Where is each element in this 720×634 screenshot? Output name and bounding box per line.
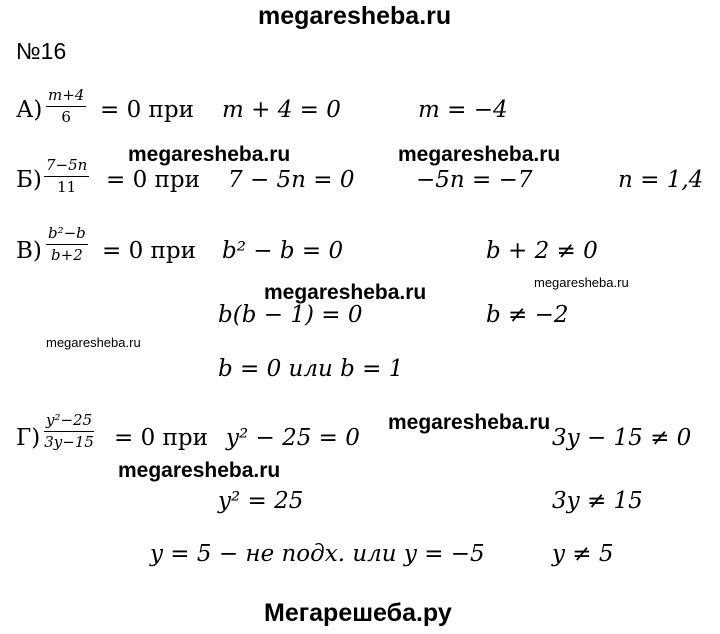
footer-watermark: Мегарешеба.ру	[264, 599, 452, 627]
part-v-fraction	[46, 226, 88, 263]
part-g-condition: = 0 при	[114, 425, 208, 451]
part-g-fraction	[44, 413, 94, 450]
part-a-condition: = 0 при	[100, 97, 194, 123]
watermark-v-small2: megaresheba.ru	[46, 335, 141, 350]
part-v-step1: b² − b = 0	[222, 238, 344, 264]
header-watermark: megaresheba.ru	[258, 2, 452, 30]
part-a-step1: m + 4 = 0	[222, 97, 341, 123]
part-g-denominator: 3y−15	[44, 433, 94, 451]
watermark-b1: megaresheba.ru	[128, 143, 291, 166]
watermark-g2: megaresheba.ru	[118, 459, 281, 482]
part-b-fraction	[44, 158, 89, 195]
part-v-denominator: b+2	[51, 246, 83, 264]
part-a-denominator: 6	[61, 108, 71, 126]
problem-number: №16	[16, 38, 67, 64]
part-v-condition: = 0 при	[102, 238, 196, 264]
part-v-label: В)	[16, 238, 42, 264]
part-g-restriction2: 3y ≠ 15	[552, 488, 643, 514]
part-b-label: Б)	[16, 167, 42, 193]
part-a-step2: m = −4	[418, 97, 508, 123]
part-v-numerator: b²−b	[46, 226, 88, 245]
part-b-condition: = 0 при	[106, 167, 200, 193]
watermark-v-mid: megaresheba.ru	[264, 281, 427, 304]
watermark-g1: megaresheba.ru	[388, 411, 551, 434]
watermark-v-small1: megaresheba.ru	[534, 275, 629, 290]
part-a-numerator: m+4	[46, 88, 86, 107]
part-g-label: Г)	[16, 425, 41, 451]
part-v-step2: b(b − 1) = 0	[218, 302, 363, 328]
part-g-step1: y² − 25 = 0	[226, 425, 360, 451]
part-g-numerator: y²−25	[44, 413, 94, 432]
part-v-step3: b = 0 или b = 1	[218, 356, 404, 382]
part-g-step3: y = 5 − не подх. или y = −5	[150, 541, 485, 567]
part-g-restriction1: 3y − 15 ≠ 0	[552, 425, 692, 451]
part-v-restriction2: b ≠ −2	[486, 302, 569, 328]
watermark-b2: megaresheba.ru	[398, 143, 561, 166]
part-g-step2: y² = 25	[218, 488, 304, 514]
part-b-step2: −5n = −7	[416, 167, 533, 193]
part-v-restriction1: b + 2 ≠ 0	[486, 238, 598, 264]
part-b-numerator: 7−5n	[44, 158, 89, 177]
part-b-denominator: 11	[57, 178, 77, 196]
part-g-restriction3: y ≠ 5	[552, 541, 614, 567]
part-b-step3: n = 1,4	[618, 167, 704, 193]
part-a-label: А)	[16, 97, 43, 123]
part-b-step1: 7 − 5n = 0	[228, 167, 355, 193]
part-a-fraction	[46, 88, 86, 125]
